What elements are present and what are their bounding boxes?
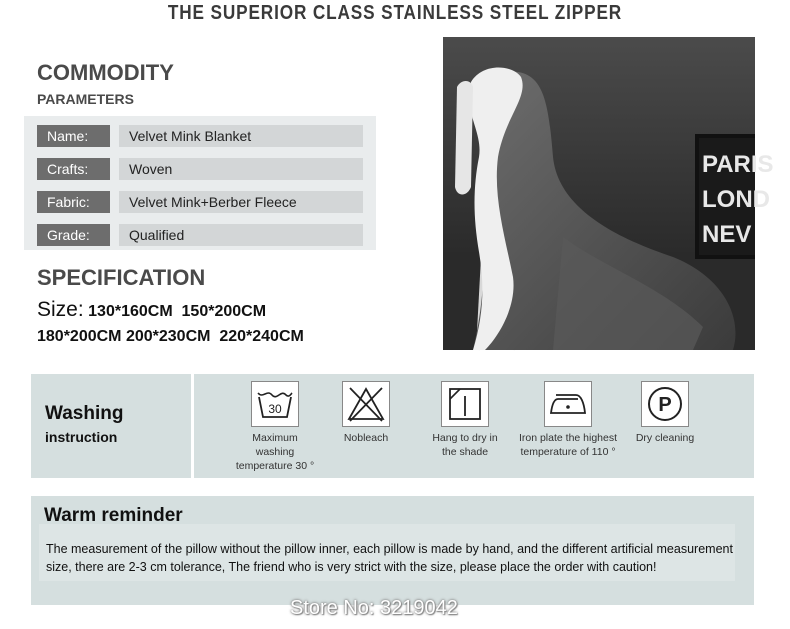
wash-caption: Dry cleaning — [635, 432, 695, 444]
hang-dry-shade-icon — [441, 381, 489, 427]
param-label: Fabric: — [37, 191, 110, 213]
wash-item-nobleach — [311, 381, 421, 445]
param-row-name — [37, 125, 363, 147]
poster-line-2: LOND — [702, 186, 770, 213]
warm-reminder-title: Warm reminder — [44, 505, 183, 526]
wash-item-iron — [513, 381, 623, 459]
washing-title: Washing — [45, 403, 124, 424]
param-value: Woven — [119, 158, 363, 180]
wash-caption: Nobleach — [343, 432, 389, 444]
wash-temp-number: 30 — [268, 402, 282, 416]
param-value: Velvet Mink Blanket — [119, 125, 363, 147]
wash-item-hangdry — [410, 381, 520, 459]
specification-heading: SPECIFICATION — [37, 265, 206, 290]
param-row-grade — [37, 224, 363, 246]
no-bleach-icon — [342, 381, 390, 427]
iron-110-icon — [544, 381, 592, 427]
poster-line-1: PARIS — [702, 151, 774, 178]
blanket-photo-illustration — [443, 37, 774, 350]
param-row-crafts — [37, 158, 363, 180]
banner-title: THE SUPERIOR CLASS STAINLESS STEEL ZIPPER — [167, 2, 623, 24]
wash-caption: Hang to dry in the shade — [432, 432, 498, 458]
wash-caption: Maximum washing temperature 30 ° — [235, 432, 315, 472]
param-label: Name: — [37, 125, 110, 147]
product-photo — [443, 37, 774, 350]
washing-subtitle: instruction — [45, 429, 118, 445]
param-row-fabric — [37, 191, 363, 213]
washing-panel — [31, 374, 754, 478]
commodity-heading: COMMODITY — [37, 60, 174, 85]
wash-item-dryclean — [610, 381, 720, 445]
washing-divider — [191, 374, 194, 478]
dry-clean-icon — [641, 381, 689, 427]
param-label: Crafts: — [37, 158, 110, 180]
parameters-subheading: PARAMETERS — [37, 91, 134, 107]
poster-line-3: NEV — [702, 221, 752, 248]
dry-clean-letter: P — [658, 394, 672, 416]
wash-30-icon — [251, 381, 299, 427]
parameters-panel — [24, 116, 376, 250]
size-values-1: 130*160CM 150*200CM — [88, 303, 267, 320]
store-number-watermark: Store No: 3219042 — [290, 597, 458, 619]
param-label: Grade: — [37, 224, 110, 246]
size-line-1 — [37, 298, 266, 322]
param-value: Velvet Mink+Berber Fleece — [119, 191, 363, 213]
size-values-2: 180*200CM 200*230CM 220*240CM — [37, 328, 304, 345]
wash-caption: Iron plate the highest temperature of 110 ° — [518, 432, 618, 458]
param-value: Qualified — [119, 224, 363, 246]
warm-reminder-text: The measurement of the pillow without the pillow inner, each pillow is made by hand, and the different artificial measurement size, there are 2-3 cm tolerance, The friend who is very strict with the size, please place the order with caution! — [46, 542, 733, 574]
size-label: Size: — [37, 298, 84, 321]
